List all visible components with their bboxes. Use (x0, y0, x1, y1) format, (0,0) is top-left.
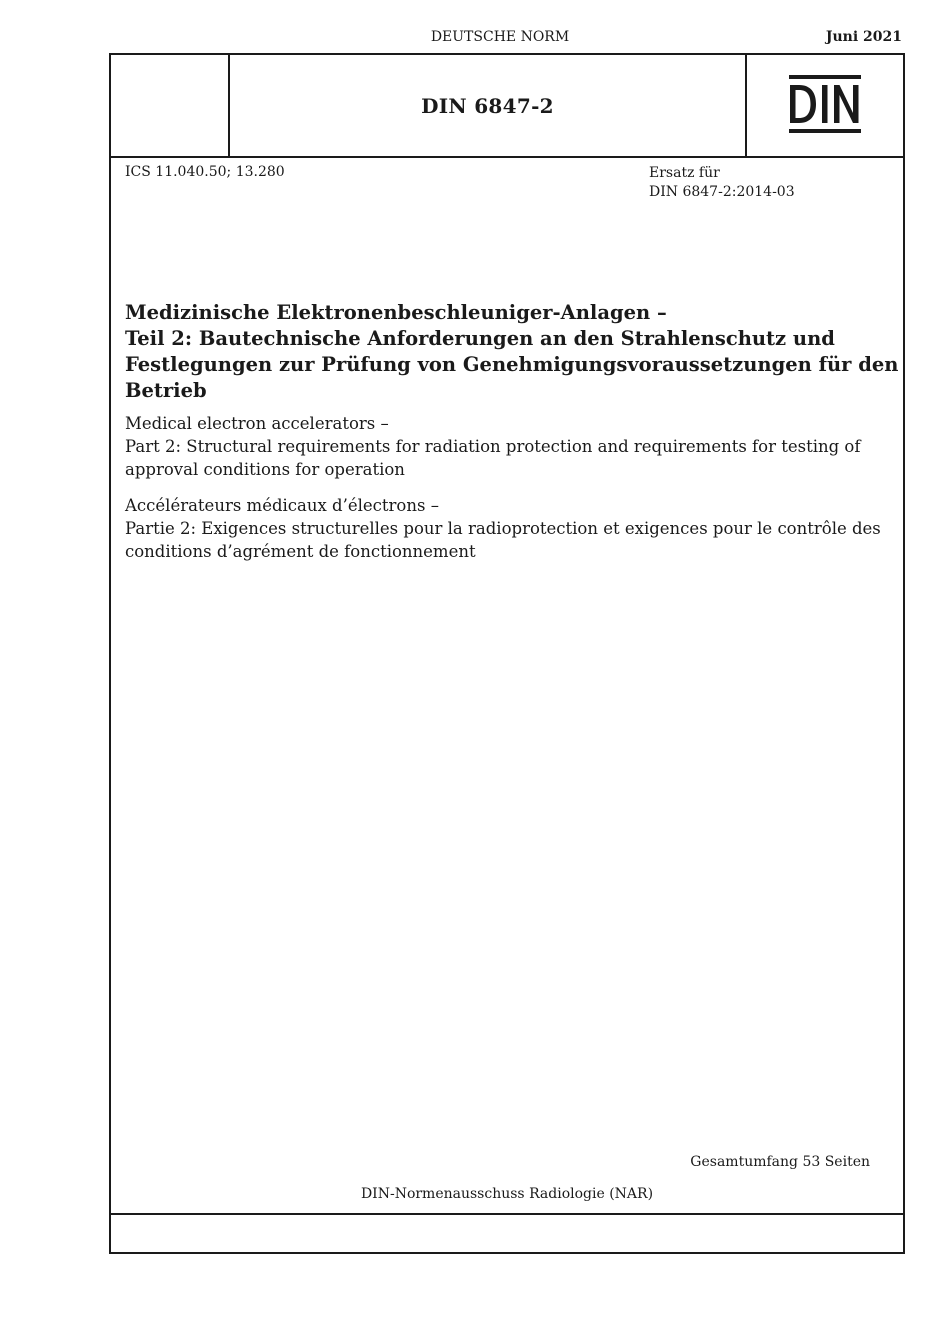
replaces-label: Ersatz für (649, 165, 720, 181)
title-english (125, 412, 885, 481)
bottom-divider (111, 1213, 903, 1215)
title-german (125, 300, 899, 404)
title-de-line: Teil 2: Bautechnische Anforderungen an den Strahlenschutz und (125, 327, 835, 350)
committee-name: DIN-Normenausschuss Radiologie (NAR) (360, 1186, 654, 1202)
title-en-line: approval conditions for operation (125, 460, 405, 479)
title-en-line: Medical electron accelerators – (125, 414, 389, 433)
ics-code: ICS 11.040.50; 13.280 (125, 164, 285, 180)
title-french (125, 494, 885, 563)
cover-frame (109, 53, 905, 1254)
title-fr-line: Accélérateurs médicaux d’électrons – (125, 496, 439, 515)
title-row (111, 55, 903, 158)
header-label: DEUTSCHE NORM (430, 29, 570, 45)
standard-number: DIN 6847-2 (421, 93, 554, 118)
total-pages: Gesamtumfang 53 Seiten (690, 1154, 870, 1170)
blank-cell (111, 55, 230, 156)
din-logo-icon (747, 55, 903, 156)
din-logo (747, 55, 903, 156)
standard-number-cell (230, 55, 747, 156)
replaced-document: DIN 6847-2:2014-03 (649, 184, 795, 200)
publication-date: Juni 2021 (825, 29, 902, 45)
title-fr-line: Partie 2: Exigences structurelles pour la radioprotection et exigences pour le contrôle des (125, 519, 881, 538)
title-en-line: Part 2: Structural requirements for radiation protection and requirements for testing of (125, 437, 861, 456)
title-fr-line: conditions d’agrément de fonctionnement (125, 542, 476, 561)
title-de-line: Festlegungen zur Prüfung von Genehmigungsvoraussetzungen für den (125, 353, 899, 376)
replaces-block (649, 164, 795, 202)
title-de-line: Betrieb (125, 379, 207, 402)
title-de-line: Medizinische Elektronenbeschleuniger-Anlagen – (125, 301, 667, 324)
